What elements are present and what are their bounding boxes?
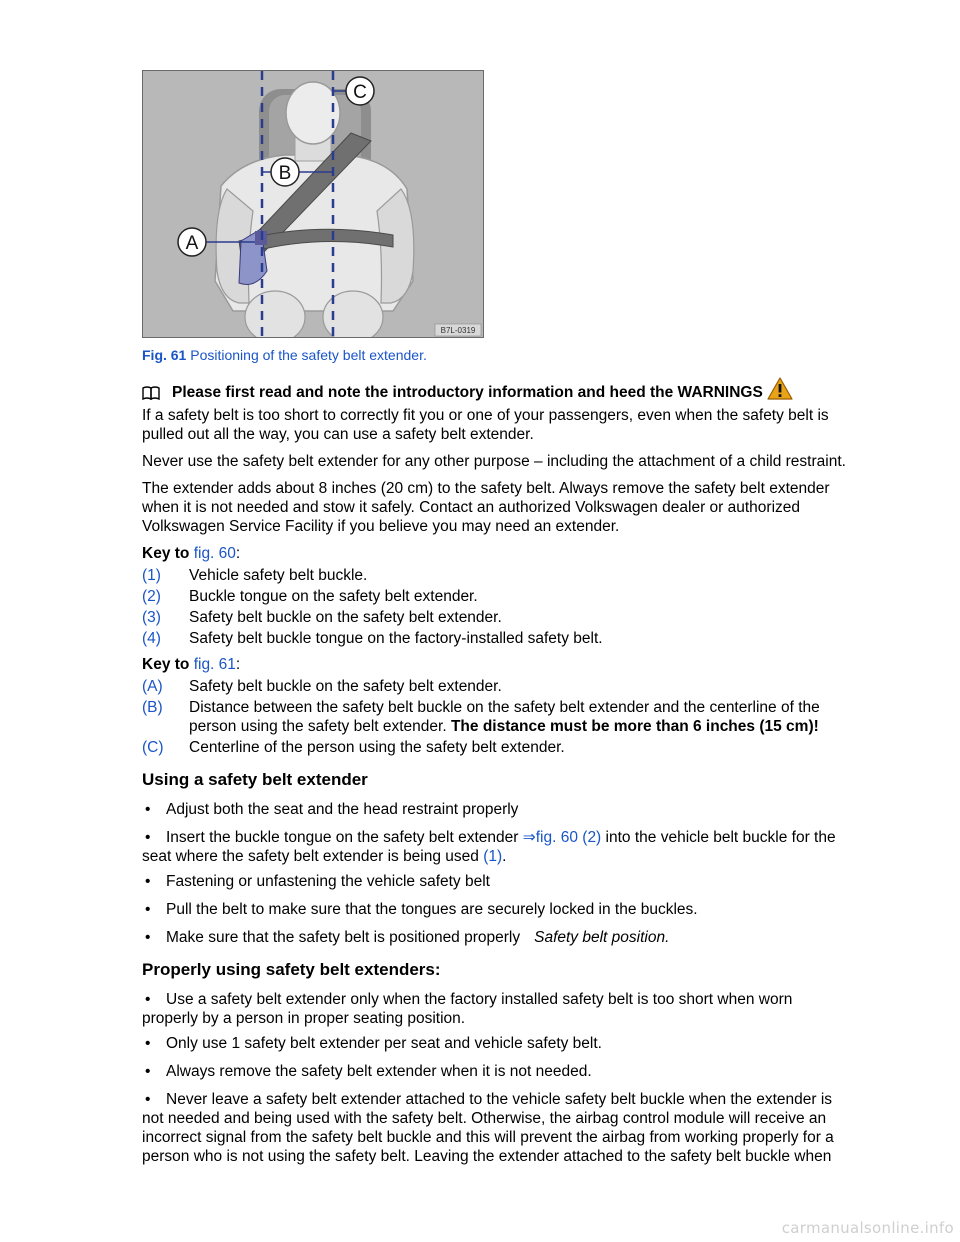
key-item: (4) Safety belt buckle tongue on the factory-installed safety belt. (142, 630, 603, 647)
key-item: (A) Safety belt buckle on the safety belt extender. (142, 678, 502, 695)
link-fig-60-2[interactable]: fig. 60 (2) (535, 829, 602, 846)
link-item-1[interactable]: (1) (483, 848, 503, 865)
key-list-fig61 (142, 677, 852, 757)
intro-paragraph-1: If a safety belt is too short to correctly fit you or one of your passengers, even when the safety belt is pulled out all the way, you can use a safety belt extender. (142, 407, 829, 443)
list-item: • Only use 1 safety belt extender per seat and vehicle safety belt. (145, 1035, 602, 1052)
list-item: • Never leave a safety belt extender attached to the vehicle safety belt buckle when the extender is not needed and being used with the safety belt. Otherwise, the airbag control module will receive an incorrect signal from the safety belt buckle and this will prevent the airbag from working properly for a person who is not using the safety belt. Leaving the extender attached to the safety belt buckle when (142, 1091, 834, 1165)
intro-paragraph-3: The extender adds about 8 inches (20 cm) to the safety belt. Always remove the safety belt extender when it is not needed and stow it safely. Contact an authorized Volkswagen dealer or authorized Volkswagen Service Facility if you believe you may need an extender. (142, 480, 830, 535)
caption-number: Fig. 61 (142, 347, 187, 363)
list-item: • Insert the buckle tongue on the safety belt extender ⇒fig. 60 (2) into the vehicle belt buckle for the seat where the safety belt extender is being used (1). (142, 829, 836, 865)
warning-triangle-icon[interactable] (767, 377, 793, 400)
warnings-notice (142, 381, 793, 404)
seated-dummy-illustration (143, 71, 483, 337)
label-b: B (278, 163, 292, 184)
key-item: (C) Centerline of the person using the safety belt extender. (142, 739, 565, 756)
label-a: A (185, 233, 199, 254)
key-item: (B) Distance between the safety belt buckle on the safety belt extender and the centerline of the person using the safety belt extender. The distance must be more than 6 inches (15 cm)! (142, 699, 820, 735)
key-heading-fig60: Key to fig. 60: (142, 545, 241, 562)
link-fig-61[interactable]: fig. 61 (193, 656, 236, 673)
figure-caption (142, 346, 427, 365)
key-list-fig60 (142, 566, 852, 648)
book-icon (142, 386, 160, 400)
key-item: (3) Safety belt buckle on the safety belt extender. (142, 609, 502, 626)
list-item: • Use a safety belt extender only when the factory installed safety belt is too short when worn properly by a person in proper seating position. (142, 991, 793, 1027)
key-heading-fig61: Key to fig. 61: (142, 656, 241, 673)
main-content (142, 406, 852, 1175)
list-item: • Always remove the safety belt extender when it is not needed. (145, 1063, 592, 1080)
link-safety-belt-position[interactable]: Safety belt position. (534, 929, 670, 946)
figure-61-illustration (142, 70, 484, 338)
list-item: • Pull the belt to make sure that the tongues are securely locked in the buckles. (145, 901, 698, 918)
caption-text: Positioning of the safety belt extender. (190, 347, 427, 363)
list-item: • Fastening or unfastening the vehicle safety belt (145, 873, 490, 890)
list-item: • Adjust both the seat and the head restraint properly (145, 801, 519, 818)
distance-warning: The distance must be more than 6 inches (15 cm)! (450, 718, 819, 735)
key-item: (1) Vehicle safety belt buckle. (142, 567, 368, 584)
notice-text: Please first read and note the introductory information and heed the WARNINGS (172, 384, 763, 401)
figure-code: B7L-0319 (440, 326, 476, 335)
list-item: • Make sure that the safety belt is positioned properly Safety belt position. (145, 929, 670, 946)
key-item: (2) Buckle tongue on the safety belt extender. (142, 588, 478, 605)
label-c: C (353, 82, 367, 103)
link-fig-60[interactable]: fig. 60 (193, 545, 236, 562)
intro-paragraph-2: Never use the safety belt extender for any other purpose – including the attachment of a child restraint. (142, 453, 846, 470)
section-heading-properly: Properly using safety belt extenders: (142, 960, 441, 979)
watermark: carmanualsonline.info (781, 1219, 954, 1237)
section-heading-using: Using a safety belt extender (142, 770, 368, 789)
